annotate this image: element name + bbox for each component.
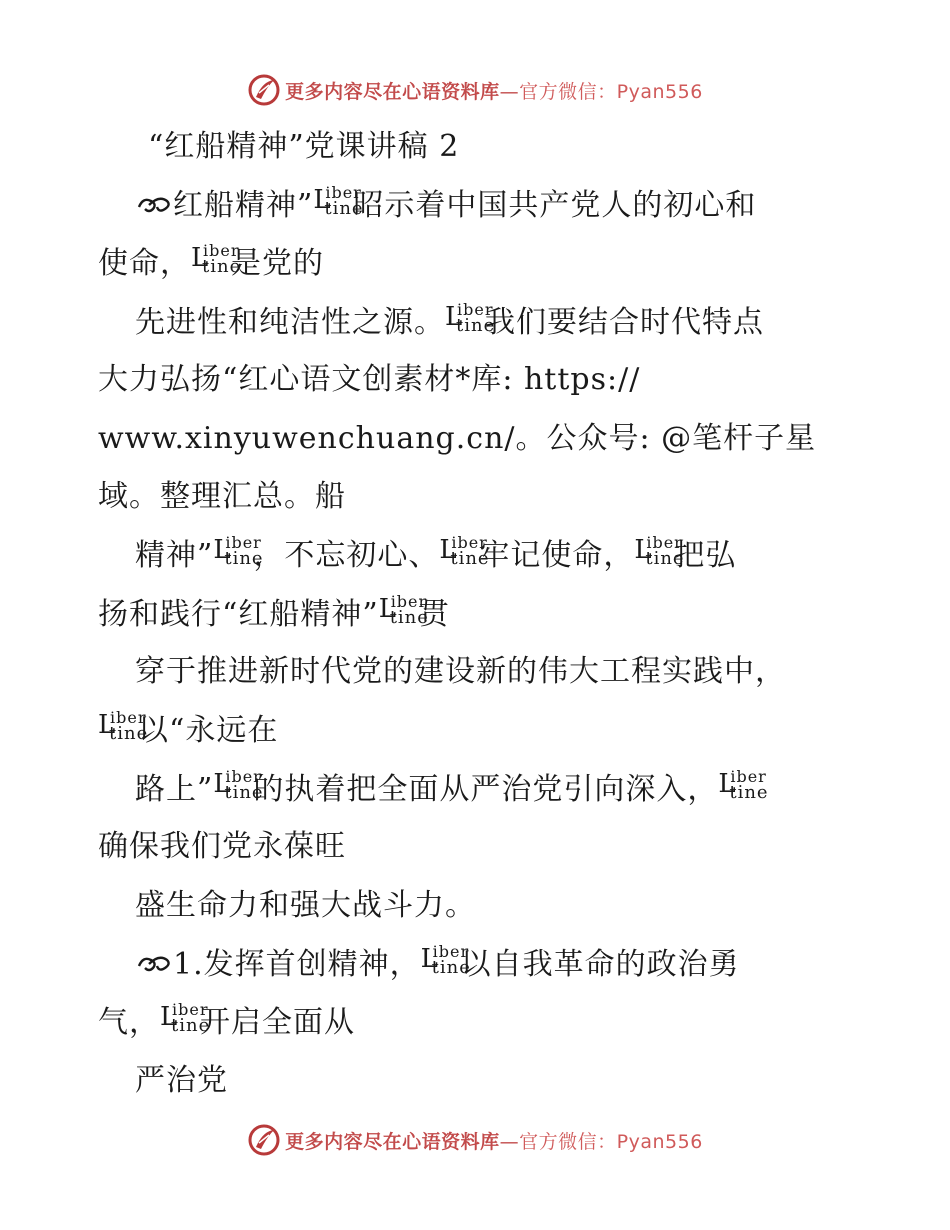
banner-text-separator: — bbox=[499, 1130, 520, 1153]
text-run: 先进性和纯洁性之源。 bbox=[135, 305, 445, 340]
ligature-glyph: L iber tine bbox=[718, 767, 769, 803]
ligature-glyph: L iber tine bbox=[160, 1000, 211, 1036]
ligature-glyph: L iber tine bbox=[445, 300, 496, 336]
text-run: 昭示着中国共产党人的初心和 bbox=[353, 188, 757, 223]
banner-text-main: 更多内容尽在心语资料库 bbox=[285, 80, 500, 103]
text-run: 开启全面从 bbox=[200, 1005, 355, 1040]
text-line bbox=[98, 710, 278, 750]
ligature-glyph: L iber tine bbox=[191, 241, 242, 277]
text-run: 气， bbox=[98, 1005, 160, 1040]
text-run: 穿于推进新时代党的建设新的伟大工程实践中， bbox=[135, 654, 786, 689]
ligature-glyph: L iber tine bbox=[420, 942, 471, 978]
document-title bbox=[148, 127, 459, 167]
ornament-icon bbox=[135, 189, 173, 219]
text-line bbox=[98, 1002, 355, 1042]
ligature-glyph: L iber tine bbox=[213, 533, 264, 569]
text-run: 精神” bbox=[135, 538, 214, 573]
ligature-glyph: L iber tine bbox=[439, 533, 490, 569]
text-line bbox=[98, 594, 450, 634]
text-run: 以自我革命的政治勇 bbox=[460, 947, 740, 982]
ligature-glyph: L iber tine bbox=[378, 592, 429, 628]
ornament-icon bbox=[135, 948, 173, 978]
text-run: 确保我们党永葆旺 bbox=[98, 829, 346, 864]
text-line bbox=[135, 767, 769, 809]
text-line bbox=[135, 185, 756, 225]
text-run: 扬和践行“红船精神” bbox=[98, 597, 379, 632]
text-line bbox=[98, 360, 640, 400]
ligature-glyph: L iber tine bbox=[213, 767, 264, 803]
text-run: 的执着把全面从严治党引向深入， bbox=[253, 772, 719, 807]
text-run: ，不忘初心、 bbox=[253, 538, 440, 573]
text-run: 贯 bbox=[418, 597, 450, 632]
text-line bbox=[98, 243, 324, 283]
text-line bbox=[135, 302, 764, 342]
text-run: 使命， bbox=[98, 246, 191, 281]
text-run: 把弘 bbox=[674, 538, 737, 573]
text-run: 路上” bbox=[135, 772, 214, 807]
text-line bbox=[135, 535, 736, 575]
text-line bbox=[135, 1061, 228, 1101]
text-line bbox=[135, 886, 476, 926]
banner-text-contact: 官方微信：Pyan556 bbox=[519, 80, 703, 103]
text-run: 是党的 bbox=[231, 246, 324, 281]
banner-text-separator: — bbox=[499, 80, 520, 103]
text-line bbox=[98, 477, 346, 517]
text-line bbox=[98, 419, 816, 459]
text-run: “红船精神”党课讲稿 2 bbox=[148, 129, 460, 164]
ligature-glyph: L iber tine bbox=[313, 183, 364, 219]
banner-text-main: 更多内容尽在心语资料库 bbox=[285, 1130, 500, 1153]
text-run: 域。整理汇总。船 bbox=[98, 479, 346, 514]
text-run: 盛生命力和强大战斗力。 bbox=[135, 888, 476, 923]
banner-text-contact: 官方微信：Pyan556 bbox=[519, 1130, 703, 1153]
text-run: 以“永远在 bbox=[138, 713, 279, 748]
text-run: 我们要结合时代特点 bbox=[485, 305, 764, 340]
text-line bbox=[135, 652, 786, 692]
ligature-glyph: L iber tine bbox=[98, 708, 149, 744]
text-run: 大力弘扬“红心语文创素材*库: https:// bbox=[98, 362, 641, 397]
text-run: 严治党 bbox=[135, 1063, 228, 1098]
text-line bbox=[98, 827, 346, 867]
text-run: 红船精神” bbox=[173, 188, 314, 223]
text-line bbox=[135, 944, 740, 984]
text-run: 牢记使命， bbox=[479, 538, 635, 573]
ligature-glyph: L iber tine bbox=[634, 533, 685, 569]
text-run: 1.发挥首创精神， bbox=[173, 947, 421, 982]
text-run: www.xinyuwenchuang.cn/。公众号: @笔杆子星 bbox=[98, 421, 817, 456]
